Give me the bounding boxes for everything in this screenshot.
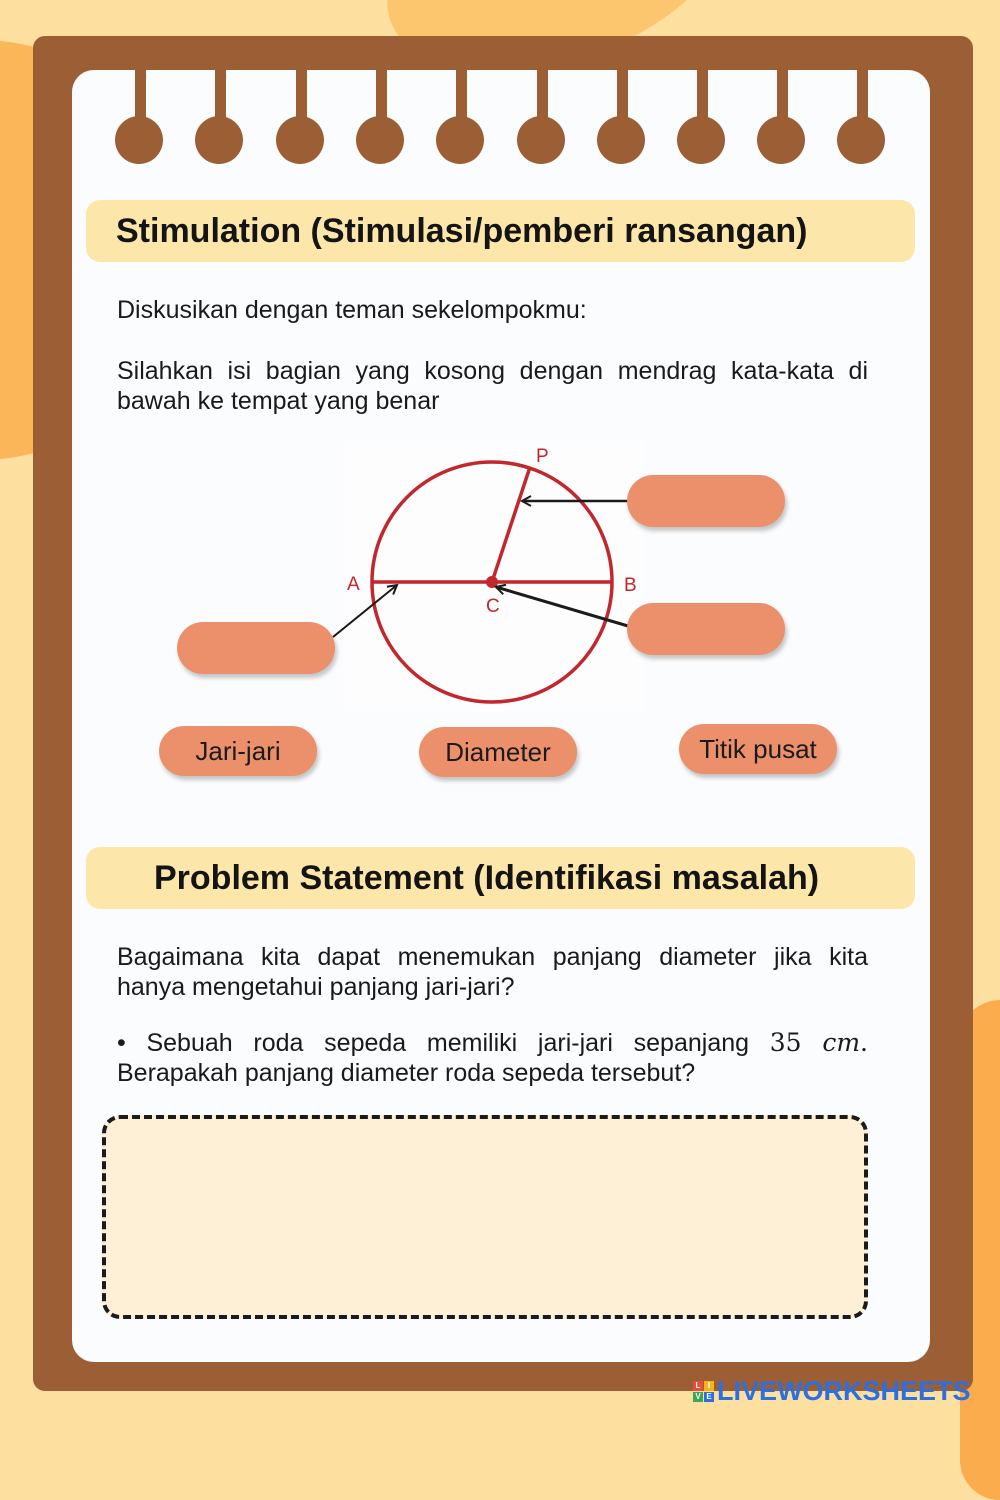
logo-mark-letter: E <box>704 1392 714 1402</box>
instruction-drag: Silahkan isi bagian yang kosong dengan mendrag kata-kata di bawah ke tempat yang benar <box>117 357 868 415</box>
logo-text: LIVEWORKSHEETS <box>717 1375 971 1406</box>
radius-line <box>492 467 530 582</box>
label-a: A <box>347 574 360 595</box>
label-p: P <box>536 446 549 467</box>
task-unit: cm <box>822 1028 861 1057</box>
logo-mark-letter: V <box>693 1392 703 1402</box>
task-value: 35 <box>769 1028 802 1057</box>
task-period: . <box>860 1028 868 1057</box>
problem-title: Problem Statement (Identifikasi masalah) <box>154 858 820 897</box>
arrow-to-diameter <box>333 585 397 637</box>
answer-box[interactable] <box>102 1115 868 1319</box>
logo-mark-icon <box>693 1381 714 1402</box>
label-c: C <box>486 596 500 617</box>
chip-titik-pusat[interactable]: Titik pusat <box>679 724 837 774</box>
instruction-discuss: Diskusikan dengan teman sekelompokmu: <box>117 296 587 324</box>
center-point <box>486 576 498 588</box>
stimulation-title: Stimulation (Stimulasi/pemberi ransangan) <box>116 211 808 250</box>
label-b: B <box>624 575 637 596</box>
center-drop-slot[interactable] <box>627 603 785 655</box>
chip-jari-jari[interactable]: Jari-jari <box>159 726 317 776</box>
logo-mark-letter: L <box>693 1381 703 1391</box>
problem-question: Bagaimana kita dapat menemukan panjang diameter jika kita hanya mengetahui panjang jari-jari? <box>117 943 868 1001</box>
logo-mark-letter: I <box>704 1381 714 1391</box>
diameter-drop-slot[interactable] <box>177 622 335 674</box>
chip-diameter[interactable]: Diameter <box>419 727 577 777</box>
task-prefix: • Sebuah roda sepeda memiliki jari-jari sepanjang <box>117 1029 750 1057</box>
task-suffix: Berapakah panjang diameter roda sepeda tersebut? <box>117 1059 696 1087</box>
problem-banner <box>86 847 915 909</box>
liveworksheets-logo <box>693 1374 971 1408</box>
radius-drop-slot[interactable] <box>627 475 785 527</box>
problem-task <box>117 1028 868 1088</box>
